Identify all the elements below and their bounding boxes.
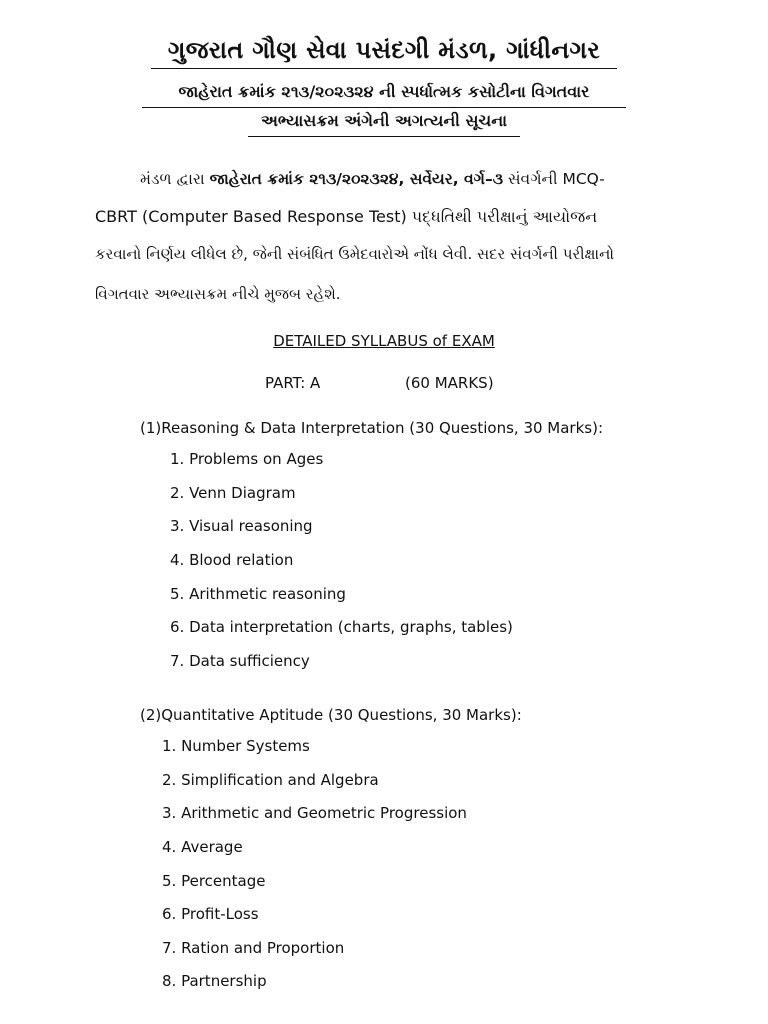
subtitle-line-1-underline <box>142 107 626 108</box>
list-item: 1. Number Systems <box>162 737 310 755</box>
syllabus-heading: DETAILED SYLLABUS of EXAM <box>273 332 495 350</box>
subtitle-line-2-underline <box>248 136 520 137</box>
intro-line-1-bold: જાહેરાત ક્રમાંક ૨૧૩/૨૦૨૩૨૪, સર્વેયર, વર્ગ–૩ <box>209 170 504 188</box>
list-item: 3. Visual reasoning <box>170 517 313 535</box>
list-item: 5. Percentage <box>162 872 266 890</box>
page-title: ગુજરાત ગૌણ સેવા પસંદગી મંડળ, ગાંધીનગર <box>167 36 601 64</box>
list-item: 3. Arithmetic and Geometric Progression <box>162 804 467 822</box>
part-label: PART: A <box>265 374 321 392</box>
list-item: 4. Blood relation <box>170 551 294 569</box>
list-item: 7. Data sufficiency <box>170 652 310 670</box>
list-item: 2. Simplification and Algebra <box>162 771 379 789</box>
list-item: 7. Ration and Proportion <box>162 939 345 957</box>
list-item: 8. Partnership <box>162 972 267 990</box>
intro-line-1-start: મંડળ દ્વારા <box>140 170 210 188</box>
list-item: 5. Arithmetic reasoning <box>170 585 346 603</box>
intro-line-1-end: સંવર્ગની MCQ- <box>503 170 605 188</box>
intro-line-2: CBRT (Computer Based Response Test) પદ્ધતિથી પરીક્ષાનું આયોજન <box>95 207 598 226</box>
intro-line-3: કરવાનો નિર્ણય લીધેલ છે, જેની સંબંધિત ઉમેદવારોએ નોંધ લેવી. સદર સંવર્ગની પરીક્ષાનો <box>95 245 614 263</box>
section-2-heading: (2)Quantitative Aptitude (30 Questions, 30 Marks): <box>140 706 522 724</box>
subtitle-line-1: જાહેરાત ક્રમાંક ૨૧૩/૨૦૨૩૨૪ ની સ્પર્ધાત્મક કસોટીના વિગતવાર <box>178 82 590 101</box>
section-1-heading: (1)Reasoning & Data Interpretation (30 Questions, 30 Marks): <box>140 419 604 437</box>
title-underline <box>151 68 617 69</box>
part-marks: (60 MARKS) <box>405 374 494 392</box>
list-item: 4. Average <box>162 838 243 856</box>
list-item: 6. Profit-Loss <box>162 905 259 923</box>
intro-line-4: વિગતવાર અભ્યાસક્રમ નીચે મુજબ રહેશે. <box>95 285 341 303</box>
intro-line-1 <box>140 170 605 189</box>
list-item: 6. Data interpretation (charts, graphs, tables) <box>170 618 513 636</box>
list-item: 2. Venn Diagram <box>170 484 296 502</box>
subtitle-line-2: અભ્યાસક્રમ અંગેની અગત્યની સૂચના <box>260 111 508 130</box>
list-item: 1. Problems on Ages <box>170 450 324 468</box>
